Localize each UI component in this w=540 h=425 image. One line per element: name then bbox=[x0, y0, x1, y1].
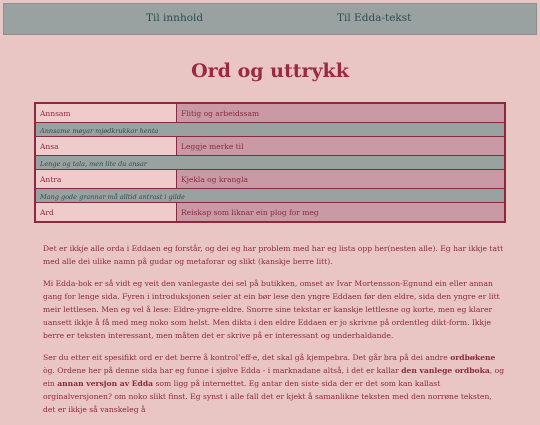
glossary-meaning: Leggje merke til bbox=[177, 137, 504, 155]
dictionary-link[interactable]: ordbøkene bbox=[450, 353, 496, 362]
paragraph-text: òg. Ordene her på denne sida har eg funne i sjølve Edda - i marknadane altså, i det er kallar bbox=[43, 366, 402, 375]
top-navigation bbox=[3, 3, 537, 35]
paragraph-text: , og ein bbox=[43, 366, 505, 388]
glossary-example: Mang gode grannar må alltid antrast i gilde bbox=[36, 188, 504, 203]
page-title: Ord og uttrykk bbox=[191, 60, 349, 82]
intro-text bbox=[43, 242, 505, 425]
paragraph-text: som ligg på internettet. Eg antar den siste sida der er det som kan kallast orginalversjonen? om noko slikt finst. Eg synst i alle fall det er kjekt å samanlikne teksten med den norrøne teksten, det er ikkje så vanskeleg å bbox=[43, 379, 492, 414]
glossary-row bbox=[36, 170, 504, 188]
paragraph bbox=[43, 351, 505, 416]
common-dictionary-link[interactable]: den vanlege ordboka bbox=[401, 366, 490, 375]
edda-version-link[interactable]: annan versjon av Edda bbox=[57, 379, 154, 388]
glossary-meaning: Flitig og arbeidssam bbox=[177, 104, 504, 122]
glossary-row bbox=[36, 104, 504, 122]
glossary-term: Ard bbox=[36, 203, 177, 221]
paragraph-text: Ser du etter eit spesifikt ord er det berre å kontrol’eff-e, det skal gå kjempebra. Det går bra på dei andre bbox=[43, 353, 451, 362]
glossary-table bbox=[34, 102, 506, 223]
glossary-example: Lenge og tala, men lite du ansar bbox=[36, 155, 504, 170]
glossary-term: Antra bbox=[36, 170, 177, 188]
glossary-meaning: Reiskap som liknar ein plog for meg bbox=[177, 203, 504, 221]
paragraph: Det er ikkje alle orda i Eddaen eg forstår, og dei eg har problem med har eg lista opp her(nesten alle). Eg har ikkje tatt med alle dei ulike namn på gudar og metaforar og slikt (kanskje berre litt). bbox=[43, 244, 504, 266]
glossary-meaning: Kjekla og krangla bbox=[177, 170, 504, 188]
glossary-term: Ansa bbox=[36, 137, 177, 155]
nav-link-contents[interactable]: Til innhold bbox=[146, 12, 204, 24]
nav-link-edda-text[interactable]: Til Edda-tekst bbox=[337, 12, 412, 24]
glossary-row bbox=[36, 203, 504, 221]
paragraph: Mi Edda-bok er så vidt eg veit den vanlegaste dei sel på butikken, omset av Ivar Mortensson-Egnund ein eller annan gang for lenge sida. Fyren i introduksjonen seier at ein bør lese den yngre Eddaen før den eldre, sida den yngre er litt meir lettlesen. Men eg vel å lese: Eldre-yngre-eldre. Snorre sine tekstar er kanskje lettlesne og korte, men eg klarer uansett ikkje å få med meg noko som helst. Men dikta i den eldre Eddaen er jo skrivne på ordentleg dikt-form. Ikkje berre er teksten interessant, men måten det er skrive på er interessant og underhaldande. bbox=[43, 279, 500, 340]
glossary-row bbox=[36, 137, 504, 155]
glossary-term: Annsam bbox=[36, 104, 177, 122]
glossary-example: Annsame møyar mjødkrukkor henta bbox=[36, 122, 504, 137]
